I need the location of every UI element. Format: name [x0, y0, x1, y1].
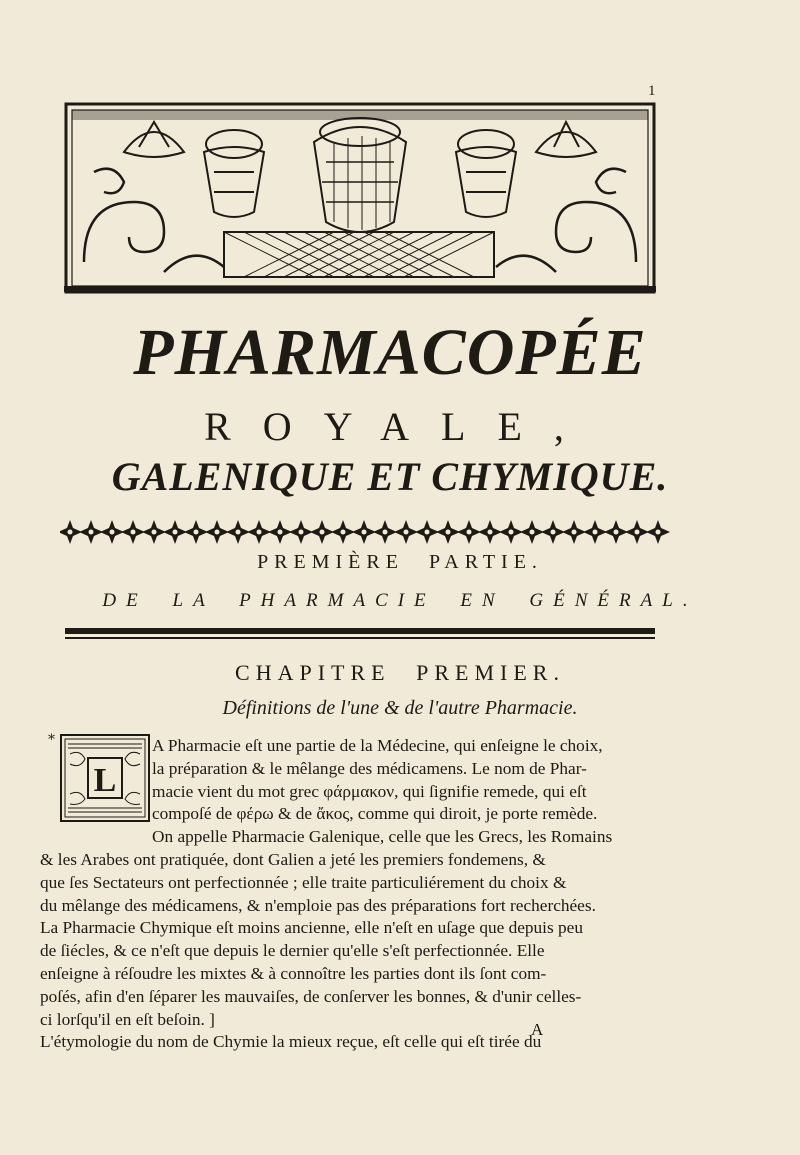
- headpiece-ornament: [64, 102, 656, 294]
- chapter-heading: CHAPITRE PREMIER.: [235, 660, 565, 685]
- text-line: la préparation & le mêlange des médicamens. Le nom de Phar-: [152, 758, 587, 778]
- text-line: macie vient du mot grec φάρμακον, qui ſignifie remede, qui eſt: [152, 781, 587, 801]
- text-line: L'étymologie du nom de Chymie la mieux reçue, eſt celle qui eſt tirée du: [40, 1032, 542, 1052]
- text-line: La Pharmacie Chymique eſt moins ancienne, elle n'eſt en uſage que depuis peu: [40, 918, 583, 938]
- text-line: compoſé de φέρω & de ἄκος, comme qui diroit, je porte remède.: [152, 804, 598, 824]
- page-number: 1: [648, 83, 656, 99]
- text-line: & les Arabes ont pratiquée, dont Galien a jeté les premiers fondemens, &: [40, 849, 546, 869]
- text-line: On appelle Pharmacie Galenique, celle que les Grecs, les Romains: [152, 827, 613, 847]
- text-line: ci lorſqu'il en eſt beſoin. ]: [40, 1009, 215, 1029]
- text-line: de ſiécles, & ce n'eſt que depuis le dernier qu'elle s'eſt perfectionnée. Elle: [40, 941, 545, 961]
- body-text: [40, 735, 660, 1054]
- drop-cap-letter: L: [93, 762, 117, 799]
- book-subtitle-2: GALENIQUE ET CHYMIQUE.: [111, 454, 669, 499]
- double-rule: [65, 628, 655, 646]
- section-heading: DE LA PHARMACIE EN GÉNÉRAL.: [102, 590, 698, 611]
- text-line: A Pharmacie eſt une partie de la Médecine, qui enſeigne le choix,: [152, 736, 603, 755]
- chapter-subtitle: Définitions de l'une & de l'autre Pharmacie.: [222, 697, 578, 719]
- book-title: PHARMACOPÉE: [133, 316, 647, 389]
- fleuron-row-ornament: [60, 516, 670, 548]
- text-line: enſeigne à réſoudre les mixtes & à connoître les parties dont ils ſont com-: [40, 963, 547, 983]
- book-subtitle: ROYALE,: [204, 404, 596, 449]
- part-heading: PREMIÈRE PARTIE.: [257, 551, 543, 573]
- text-line: poſés, afin d'en ſéparer les mauvaiſes, de conſerver les bonnes, & d'unir celles-: [40, 986, 582, 1006]
- catchword: A: [531, 1020, 544, 1039]
- text-line: que ſes Sectateurs ont perfectionnée ; elle traite particuliérement du choix &: [40, 872, 567, 892]
- text-line: du mêlange des médicamens, & n'emploie pas des préparations fort recherchées.: [40, 895, 596, 915]
- asterisk-icon: *: [48, 732, 55, 748]
